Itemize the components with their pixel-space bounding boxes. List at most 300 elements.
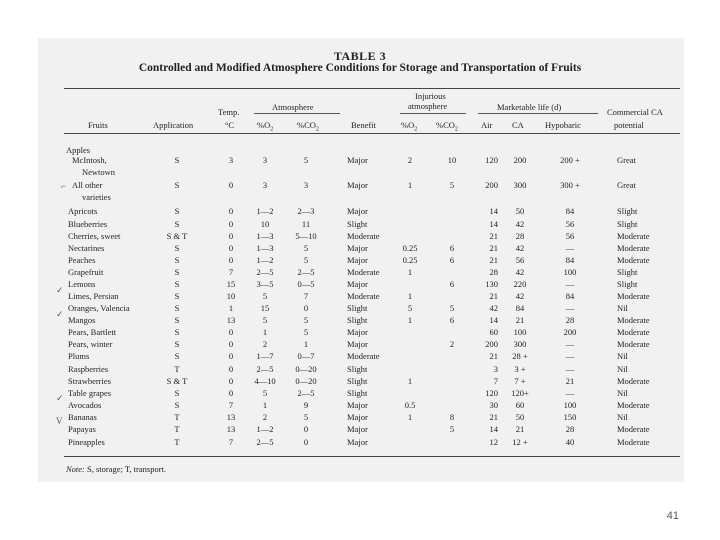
cell-fruit: Plums	[68, 351, 90, 361]
cell-air: 28	[489, 267, 498, 277]
cell-hyp: 200	[563, 327, 577, 337]
col-header-ca: CA	[512, 120, 524, 130]
table-row	[0, 255, 720, 265]
cell-pot: Slight	[617, 206, 638, 216]
cell-o2: 3—5	[256, 279, 274, 289]
cell-ca: 28	[515, 231, 525, 241]
cell-co2: 2—3	[297, 206, 315, 216]
cell-o2: 3	[262, 155, 268, 165]
table-number: TABLE 3	[333, 49, 387, 63]
cell-fruit: varieties	[82, 192, 111, 202]
cell-app: T	[174, 437, 180, 447]
cell-app: S	[174, 155, 180, 165]
col-header-hypobaric: Hypobaric	[545, 120, 581, 130]
table-row	[0, 388, 720, 398]
cell-fruit: Lemons	[68, 279, 96, 289]
cell-o2: 10	[260, 219, 270, 229]
cell-app: S & T	[166, 231, 188, 241]
col-header-air: Air	[481, 120, 493, 130]
cell-o2: 3	[262, 180, 268, 190]
cell-hyp: 200 +	[560, 155, 580, 165]
cell-fruit: Papayas	[68, 424, 96, 434]
cell-o2: 1	[262, 327, 268, 337]
cell-ca: 42	[515, 267, 525, 277]
cell-temp: 0	[228, 243, 234, 253]
cell-o2: 2—5	[256, 364, 274, 374]
cell-io2: 1	[407, 180, 413, 190]
cell-fruit: Nectarines	[68, 243, 105, 253]
table-row	[0, 167, 720, 177]
cell-pot: Moderate	[617, 437, 650, 447]
cell-temp: 13	[226, 412, 236, 422]
cell-app: S	[174, 291, 180, 301]
page-number: 41	[666, 510, 679, 522]
cell-benefit: Major	[347, 243, 368, 253]
cell-fruit: Apricots	[68, 206, 98, 216]
bottom-rule	[64, 456, 680, 457]
cell-ca: 42	[515, 219, 525, 229]
cell-io2: 1	[407, 267, 413, 277]
cell-o2: 2	[262, 412, 268, 422]
cell-hyp: 100	[563, 267, 577, 277]
cell-air: 200	[485, 180, 498, 190]
cell-benefit: Major	[347, 400, 368, 410]
cell-fruit: Avocados	[68, 400, 102, 410]
cell-io2: 2	[407, 155, 413, 165]
cell-pot: Moderate	[617, 255, 650, 265]
cell-co2: 1	[303, 339, 309, 349]
cell-ico2: 6	[449, 279, 455, 289]
cell-temp: 13	[226, 424, 236, 434]
cell-air: 21	[489, 412, 498, 422]
cell-hyp: —	[565, 364, 575, 374]
cell-o2: 5	[262, 315, 268, 325]
table-row	[0, 424, 720, 434]
table-row	[0, 219, 720, 229]
cell-app: S	[174, 339, 180, 349]
cell-co2: 3	[303, 180, 309, 190]
cell-o2: 1—2	[256, 424, 274, 434]
apples-group-label: Apples	[66, 145, 91, 155]
cell-ico2: 6	[449, 243, 455, 253]
margin-mark: ✓	[56, 393, 64, 403]
cell-pot: Moderate	[617, 327, 650, 337]
cell-benefit: Slight	[347, 315, 368, 325]
cell-ca: 42	[515, 243, 525, 253]
table-row	[0, 291, 720, 301]
cell-ca: 60	[515, 400, 525, 410]
cell-fruit: Cherries, sweet	[68, 231, 121, 241]
cell-pot: Slight	[617, 279, 638, 289]
col-group-atmosphere: Atmosphere	[272, 102, 314, 112]
col-header-o2: $\%O_2$	[257, 120, 274, 133]
margin-mark: V	[56, 416, 63, 426]
cell-temp: 0	[228, 388, 234, 398]
cell-app: S	[174, 206, 180, 216]
cell-co2: 7	[303, 291, 309, 301]
cell-benefit: Slight	[347, 364, 368, 374]
cell-ico2: 6	[449, 255, 455, 265]
cell-fruit: Pears, winter	[68, 339, 113, 349]
cell-temp: 7	[228, 437, 234, 447]
cell-pot: Great	[617, 155, 636, 165]
table-row	[0, 231, 720, 241]
cell-hyp: —	[565, 388, 575, 398]
cell-ca: 21	[515, 315, 525, 325]
cell-air: 21	[489, 351, 498, 361]
cell-hyp: —	[565, 279, 575, 289]
cell-pot: Moderate	[617, 400, 650, 410]
cell-benefit: Major	[347, 424, 368, 434]
cell-temp: 0	[228, 376, 234, 386]
cell-temp: 0	[228, 231, 234, 241]
cell-ca: 100	[513, 327, 527, 337]
table-row	[0, 267, 720, 277]
cell-air: 130	[485, 279, 498, 289]
cell-ca: 200	[513, 155, 527, 165]
col-header-inj-co2: $\%CO_2$	[436, 120, 458, 133]
cell-ico2: 8	[449, 412, 455, 422]
margin-mark: ⌐	[61, 181, 67, 191]
cell-temp: 7	[228, 400, 234, 410]
cell-hyp: —	[565, 339, 575, 349]
cell-o2: 1	[262, 400, 268, 410]
table-row	[0, 327, 720, 337]
cell-ca: 50	[515, 412, 525, 422]
header-rule	[64, 133, 680, 134]
cell-ico2: 2	[449, 339, 455, 349]
cell-ca: 120+	[511, 388, 529, 398]
table-row	[0, 303, 720, 313]
table-row	[0, 192, 720, 202]
cell-co2: 5	[303, 315, 309, 325]
cell-app: S	[174, 315, 180, 325]
cell-hyp: 56	[565, 231, 575, 241]
cell-benefit: Slight	[347, 219, 368, 229]
cell-co2: 0	[303, 437, 309, 447]
note-label: Note:	[66, 464, 85, 474]
cell-benefit: Moderate	[347, 351, 380, 361]
col-header-benefit: Benefit	[351, 120, 377, 130]
cell-fruit: All other	[72, 180, 103, 190]
cell-pot: Moderate	[617, 231, 650, 241]
cell-air: 200	[485, 339, 498, 349]
cell-air: 12	[489, 437, 498, 447]
cell-ca: 12 +	[512, 437, 528, 447]
cell-hyp: 300 +	[560, 180, 580, 190]
table-note	[66, 464, 166, 474]
cell-ca: 21	[515, 424, 525, 434]
cell-air: 14	[489, 315, 498, 325]
cell-pot: Great	[617, 180, 636, 190]
cell-benefit: Major	[347, 412, 368, 422]
cell-fruit: Newtown	[82, 167, 116, 177]
cell-temp: 0	[228, 327, 234, 337]
cell-app: T	[174, 424, 180, 434]
cell-fruit: Limes, Persian	[68, 291, 119, 301]
cell-o2: 1—2	[256, 206, 274, 216]
cell-ico2: 10	[447, 155, 457, 165]
cell-fruit: Grapefruit	[68, 267, 104, 277]
note-text: S, storage; T, transport.	[87, 464, 167, 474]
table-row	[0, 206, 720, 216]
cell-io2: 5	[407, 303, 413, 313]
top-rule	[64, 88, 680, 89]
col-header-commercial-1: Commercial CA	[607, 107, 663, 117]
cell-benefit: Slight	[347, 303, 368, 313]
cell-pot: Moderate	[617, 291, 650, 301]
cell-ca: 28 +	[512, 351, 528, 361]
cell-o2: 2	[262, 339, 268, 349]
table-row	[0, 279, 720, 289]
cell-o2: 1—3	[256, 243, 274, 253]
cell-temp: 0	[228, 206, 234, 216]
cell-co2: 0	[303, 424, 309, 434]
cell-temp: 0	[228, 351, 234, 361]
cell-ca: 7 +	[514, 376, 526, 386]
cell-air: 30	[489, 400, 498, 410]
cell-hyp: —	[565, 243, 575, 253]
margin-mark: ✓	[56, 309, 64, 319]
cell-o2: 5	[262, 388, 268, 398]
cell-hyp: 84	[565, 291, 575, 301]
cell-o2: 1—2	[256, 255, 274, 265]
cell-fruit: Oranges, Valencia	[68, 303, 130, 313]
cell-pot: Moderate	[617, 376, 650, 386]
cell-co2: 2—5	[297, 267, 315, 277]
cell-hyp: —	[565, 303, 575, 313]
cell-fruit: Pineapples	[68, 437, 105, 447]
cell-fruit: Bananas	[68, 412, 97, 422]
cell-pot: Slight	[617, 267, 638, 277]
cell-co2: 0—20	[295, 376, 317, 386]
atmosphere-underline	[254, 113, 340, 114]
cell-ico2: 6	[449, 315, 455, 325]
cell-o2: 15	[260, 303, 270, 313]
cell-app: S	[174, 351, 180, 361]
cell-ca: 42	[515, 291, 525, 301]
cell-temp: 0	[228, 364, 234, 374]
cell-benefit: Moderate	[347, 291, 380, 301]
cell-io2: 1	[407, 412, 413, 422]
cell-app: T	[174, 412, 180, 422]
cell-pot: Nil	[617, 364, 628, 374]
cell-co2: 2—5	[297, 388, 315, 398]
table-row	[0, 364, 720, 374]
cell-co2: 5—10	[295, 231, 317, 241]
cell-hyp: 21	[565, 376, 575, 386]
cell-app: S	[174, 219, 180, 229]
cell-app: S	[174, 243, 180, 253]
injurious-underline	[400, 113, 466, 114]
col-header-inj-o2: $\%O_2$	[401, 120, 418, 133]
col-group-marketable: Marketable life (d)	[497, 102, 562, 112]
cell-co2: 5	[303, 155, 309, 165]
cell-pot: Nil	[617, 351, 628, 361]
cell-co2: 0—5	[297, 279, 315, 289]
table-row	[0, 376, 720, 386]
cell-hyp: 100	[563, 400, 577, 410]
cell-hyp: 56	[565, 219, 575, 229]
cell-app: S	[174, 327, 180, 337]
cell-pot: Nil	[617, 412, 628, 422]
cell-hyp: 84	[565, 206, 575, 216]
cell-benefit: Moderate	[347, 231, 380, 241]
table-row	[0, 437, 720, 447]
cell-fruit: Table grapes	[68, 388, 112, 398]
cell-o2: 1—3	[256, 231, 274, 241]
cell-benefit: Slight	[347, 376, 368, 386]
cell-fruit: Peaches	[68, 255, 96, 265]
cell-ca: 3 +	[514, 364, 526, 374]
cell-temp: 1	[228, 303, 234, 313]
cell-app: S	[174, 303, 180, 313]
cell-benefit: Major	[347, 155, 368, 165]
table-row	[0, 180, 720, 190]
cell-fruit: McIntosh,	[72, 155, 107, 165]
col-header-temp-unit: °C	[225, 120, 235, 130]
col-header-temp: Temp.	[218, 107, 240, 117]
cell-co2: 5	[303, 412, 309, 422]
margin-mark: ✓	[56, 285, 64, 295]
cell-benefit: Major	[347, 279, 368, 289]
cell-hyp: 28	[565, 424, 575, 434]
cell-co2: 5	[303, 255, 309, 265]
cell-app: S	[174, 267, 180, 277]
cell-hyp: 84	[565, 255, 575, 265]
table-row	[0, 412, 720, 422]
cell-benefit: Major	[347, 339, 368, 349]
cell-fruit: Pears, Bartlett	[68, 327, 117, 337]
cell-pot: Slight	[617, 219, 638, 229]
cell-app: S	[174, 255, 180, 265]
cell-io2: 0.5	[404, 400, 416, 410]
cell-benefit: Major	[347, 206, 368, 216]
cell-air: 120	[485, 388, 498, 398]
cell-ico2: 5	[449, 303, 455, 313]
cell-temp: 15	[226, 279, 236, 289]
col-header-commercial-2: potential	[614, 120, 644, 130]
cell-co2: 0—7	[297, 351, 315, 361]
cell-air: 3	[493, 364, 498, 374]
col-header-application: Application	[153, 120, 194, 130]
cell-ico2: 5	[449, 180, 455, 190]
cell-co2: 5	[303, 243, 309, 253]
table-row	[0, 400, 720, 410]
col-group-injurious-2: atmosphere	[408, 101, 448, 111]
cell-benefit: Moderate	[347, 267, 380, 277]
cell-benefit: Major	[347, 255, 368, 265]
cell-air: 21	[489, 255, 498, 265]
cell-air: 120	[485, 155, 498, 165]
cell-ca: 220	[513, 279, 527, 289]
cell-temp: 0	[228, 219, 234, 229]
cell-pot: Moderate	[617, 339, 650, 349]
cell-o2: 2—5	[256, 267, 274, 277]
table-title: Controlled and Modified Atmosphere Conditions for Storage and Transportation of Fruits	[138, 62, 582, 74]
cell-co2: 9	[303, 400, 309, 410]
cell-air: 14	[489, 219, 498, 229]
cell-pot: Nil	[617, 303, 628, 313]
cell-air: 60	[489, 327, 498, 337]
cell-fruit: Mangos	[68, 315, 96, 325]
cell-ca: 300	[513, 180, 527, 190]
cell-air: 7	[493, 376, 498, 386]
cell-io2: 1	[407, 291, 413, 301]
col-header-co2: $\%CO_2$	[297, 120, 319, 133]
cell-hyp: —	[565, 351, 575, 361]
cell-benefit: Major	[347, 180, 368, 190]
cell-io2: 0.25	[402, 243, 418, 253]
cell-fruit: Blueberries	[68, 219, 108, 229]
cell-hyp: 40	[565, 437, 575, 447]
cell-app: T	[174, 364, 180, 374]
cell-o2: 1—7	[256, 351, 274, 361]
cell-io2: 1	[407, 315, 413, 325]
col-group-injurious-1: Injurious	[415, 91, 446, 101]
cell-pot: Moderate	[617, 424, 650, 434]
cell-o2: 2—5	[256, 437, 274, 447]
cell-air: 21	[489, 231, 498, 241]
cell-pot: Moderate	[617, 243, 650, 253]
cell-fruit: Raspberries	[68, 364, 109, 374]
cell-temp: 10	[226, 291, 236, 301]
table-row	[0, 339, 720, 349]
cell-co2: 0	[303, 303, 309, 313]
cell-co2: 5	[303, 327, 309, 337]
cell-io2: 1	[407, 376, 413, 386]
cell-app: S	[174, 388, 180, 398]
cell-air: 21	[489, 291, 498, 301]
cell-temp: 0	[228, 339, 234, 349]
cell-air: 14	[489, 206, 498, 216]
cell-o2: 5	[262, 291, 268, 301]
cell-app: S	[174, 279, 180, 289]
cell-ca: 300	[513, 339, 527, 349]
cell-ico2: 5	[449, 424, 455, 434]
cell-io2: 0.25	[402, 255, 418, 265]
cell-hyp: 28	[565, 315, 575, 325]
cell-hyp: 150	[563, 412, 577, 422]
marketable-underline	[478, 113, 598, 114]
cell-ca: 50	[515, 206, 525, 216]
cell-temp: 7	[228, 267, 234, 277]
table-row	[0, 155, 720, 165]
cell-air: 42	[489, 303, 498, 313]
cell-benefit: Major	[347, 327, 368, 337]
table-row	[0, 243, 720, 253]
cell-fruit: Strawberries	[68, 376, 111, 386]
cell-air: 14	[489, 424, 498, 434]
cell-temp: 13	[226, 315, 236, 325]
cell-app: S	[174, 400, 180, 410]
cell-pot: Moderate	[617, 315, 650, 325]
cell-app: S & T	[166, 376, 188, 386]
cell-co2: 0—20	[295, 364, 317, 374]
cell-air: 21	[489, 243, 498, 253]
cell-ca: 84	[515, 303, 525, 313]
cell-temp: 0	[228, 255, 234, 265]
cell-pot: Nil	[617, 388, 628, 398]
cell-o2: 4—10	[254, 376, 276, 386]
cell-co2: 11	[301, 219, 311, 229]
table-row	[0, 315, 720, 325]
cell-ca: 56	[515, 255, 525, 265]
cell-app: S	[174, 180, 180, 190]
cell-benefit: Slight	[347, 388, 368, 398]
cell-temp: 3	[228, 155, 234, 165]
cell-temp: 0	[228, 180, 234, 190]
